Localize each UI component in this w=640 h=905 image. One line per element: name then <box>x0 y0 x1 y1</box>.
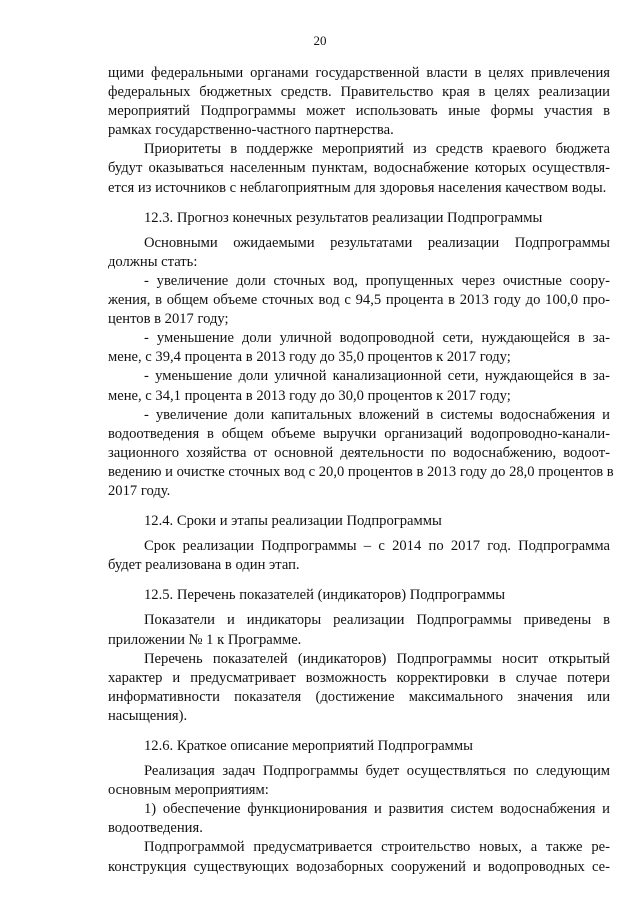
text-line: информативности показателя (достижение максимального значения или <box>108 688 610 705</box>
text-line: Подпрограммой предусматривается строительство новых, а также ре- <box>144 839 610 856</box>
paragraph <box>108 800 610 838</box>
paragraph <box>108 140 610 197</box>
text-line: Срок реализации Подпрограммы – с 2014 по 2017 год. Подпрограмма <box>144 538 610 555</box>
text-line: мене, с 39,4 процента в 2013 году до 35,0 процентов к 2017 году; <box>108 349 511 366</box>
paragraph <box>108 762 610 800</box>
page-number: 20 <box>313 33 327 48</box>
text-line: конструкция существующих водозаборных сооружений и водопроводных се- <box>108 858 610 875</box>
paragraph <box>108 367 610 405</box>
text-line: основным мероприятиям: <box>108 782 269 799</box>
text-line: мероприятий Подпрограммы может использовать иные формы участия в <box>108 103 610 120</box>
text-line: Показатели и индикаторы реализации Подпрограммы приведены в <box>144 612 610 629</box>
text-line: центов в 2017 году; <box>108 311 229 328</box>
text-line: приложении № 1 к Программе. <box>108 631 302 648</box>
section-heading: 12.3. Прогноз конечных результатов реализации Подпрограммы <box>144 209 543 226</box>
text-line: Перечень показателей (индикаторов) Подпрограммы носит открытый <box>144 650 610 667</box>
text-line: 2017 году. <box>108 482 171 499</box>
text-line: будет реализована в один этап. <box>108 557 300 574</box>
section-heading: 12.5. Перечень показателей (индикаторов) Подпрограммы <box>144 587 506 604</box>
document-body <box>108 64 614 877</box>
text-line: Реализация задач Подпрограммы будет осуществляться по следующим <box>144 763 610 780</box>
text-line: характер и предусматривает возможность корректировки в случае потери <box>108 669 610 686</box>
text-line: водоотведения в общем объеме выручки организаций водопроводно-канали- <box>108 425 610 442</box>
text-line: федеральных бюджетных средств. Правительство края в целях реализации <box>108 84 610 101</box>
section-heading: 12.6. Краткое описание мероприятий Подпрограммы <box>144 738 473 754</box>
text-line: - уменьшение доли уличной водопроводной сети, нуждающейся в за- <box>144 330 610 347</box>
spacer <box>108 198 610 209</box>
spacer <box>108 726 610 737</box>
spacer <box>108 575 610 586</box>
paragraph <box>108 611 610 649</box>
text-line: - уменьшение доли уличной канализационной сети, нуждающейся в за- <box>144 368 610 385</box>
paragraph <box>108 650 610 726</box>
text-line: ется из источников с неблагоприятным для здоровья населения качеством воды. <box>108 179 607 196</box>
paragraph <box>108 234 610 272</box>
paragraph <box>108 272 610 329</box>
text-line: жения, в общем объеме сточных вод с 94,5 процента в 2013 году до 100,0 про- <box>108 292 610 309</box>
text-line: Основными ожидаемыми результатами реализации Подпрограммы <box>144 234 610 251</box>
text-line: - увеличение доли сточных вод, пропущенных через очистные соору- <box>144 272 610 289</box>
text-line: зационного хозяйства от основной деятельности по водоснабжению, водоот- <box>108 444 610 461</box>
text-line: - увеличение доли капитальных вложений в системы водоснабжения и <box>144 406 610 423</box>
text-line: Приоритеты в поддержке мероприятий из средств краевого бюджета <box>144 141 610 158</box>
paragraph <box>108 537 610 575</box>
text-line: водоотведения. <box>108 820 203 837</box>
text-line: 1) обеспечение функционирования и развития систем водоснабжения и <box>144 801 610 818</box>
section-heading: 12.4. Сроки и этапы реализации Подпрограммы <box>144 513 442 530</box>
paragraph <box>108 64 610 140</box>
paragraph <box>108 329 610 367</box>
paragraph <box>108 838 610 876</box>
spacer <box>108 501 610 512</box>
paragraph <box>108 406 614 501</box>
text-line: мене, с 34,1 процента в 2013 году до 30,0 процентов к 2017 году; <box>108 387 511 404</box>
text-line: будут оказываться населенным пунктам, водоснабжение которых осуществля- <box>108 160 610 177</box>
text-line: щими федеральными органами государственной власти в целях привлечения <box>108 65 610 81</box>
text-line: ведению и очистке сточных вод с 20,0 процентов в 2013 году до 28,0 процентов в <box>108 463 614 480</box>
text-line: насыщения). <box>108 707 188 724</box>
text-line: должны стать: <box>108 253 198 270</box>
text-line: рамках государственно-частного партнерства. <box>108 122 394 139</box>
